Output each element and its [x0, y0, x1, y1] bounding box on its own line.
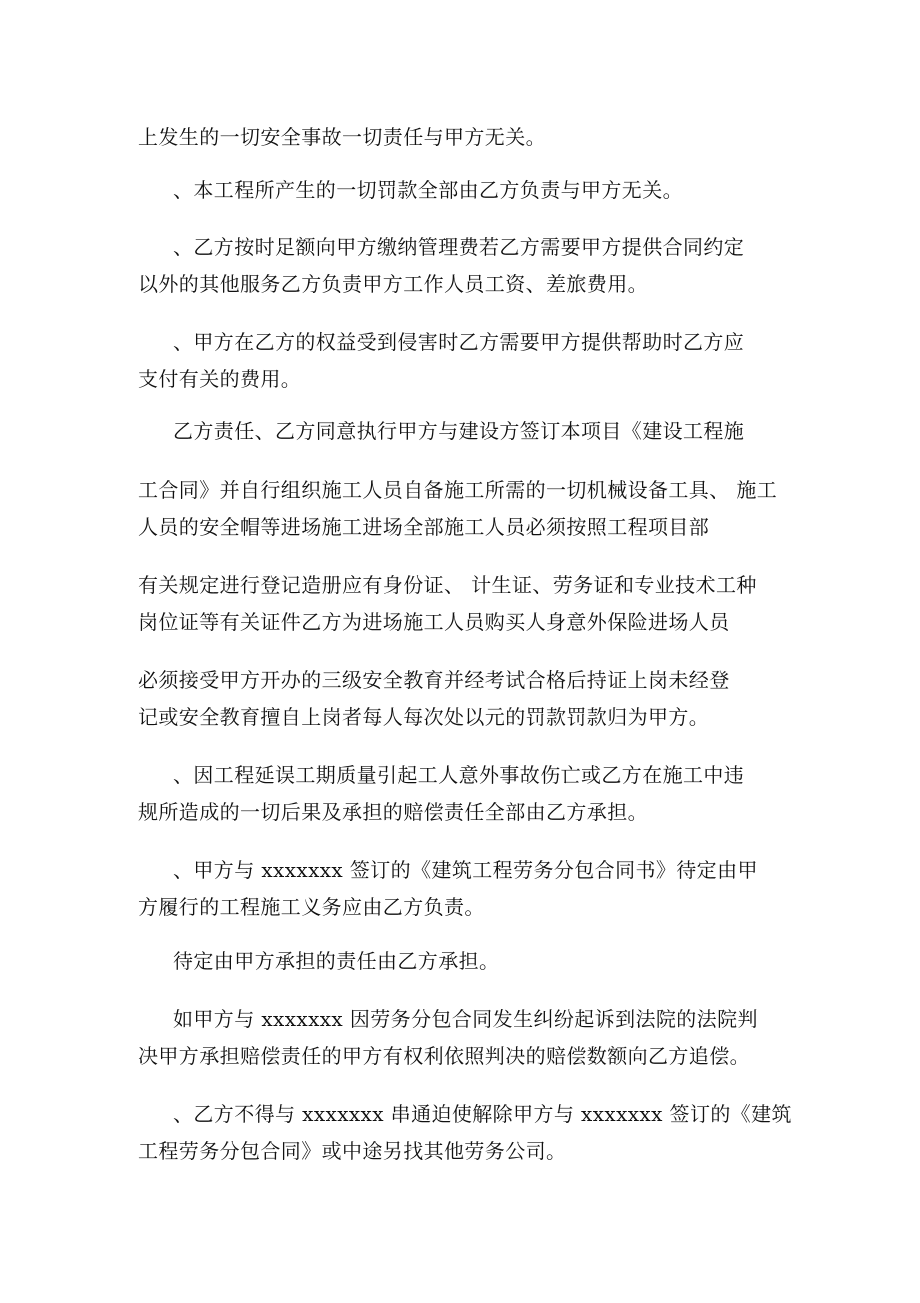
- text-line-13: 记或安全教育擅自上岗者每人每次处以元的罚款罚款归为甲方。: [138, 705, 710, 729]
- text-line-4: 以外的其他服务乙方负责甲方工作人员工资、差旅费用。: [138, 272, 648, 296]
- text-line-1: 上发生的一切安全事故一切责任与甲方无关。: [138, 125, 546, 149]
- text-line-8: 工合同》并自行组织施工人员自备施工所需的一切机械设备工具、 施工: [138, 478, 778, 502]
- text-line-7: 乙方责任、乙方同意执行甲方与建设方签订本项目《建设工程施: [173, 419, 745, 443]
- text-line-19: 如甲方与 xxxxxxx 因劳务分包合同发生纠纷起诉到法院的法院判: [173, 1007, 758, 1031]
- text-line-5: 、甲方在乙方的权益受到侵害时乙方需要甲方提供帮助时乙方应: [173, 330, 745, 354]
- text-line-15: 规所造成的一切后果及承担的赔偿责任全部由乙方承担。: [138, 800, 648, 824]
- text-line-20: 决甲方承担赔偿责任的甲方有权利依照判决的赔偿数额向乙方追偿。: [138, 1044, 750, 1068]
- text-line-12: 必须接受甲方开办的三级安全教育并经考试合格后持证上岗未经登: [138, 668, 730, 692]
- text-line-3: 、乙方按时足额向甲方缴纳管理费若乙方需要甲方提供合同约定: [173, 235, 745, 259]
- text-line-21: 、乙方不得与 xxxxxxx 串通迫使解除甲方与 xxxxxxx 签订的《建筑: [173, 1102, 792, 1126]
- text-line-11: 岗位证等有关证件乙方为进场施工人员购买人身意外保险进场人员: [138, 610, 730, 634]
- text-line-2: 、本工程所产生的一切罚款全部由乙方负责与甲方无关。: [173, 178, 683, 202]
- text-line-22: 工程劳务分包合同》或中途另找其他劳务公司。: [138, 1139, 567, 1163]
- text-line-17: 方履行的工程施工义务应由乙方负责。: [138, 895, 485, 919]
- text-line-18: 待定由甲方承担的责任由乙方承担。: [173, 949, 500, 973]
- text-line-10: 有关规定进行登记造册应有身份证、 计生证、劳务证和专业技术工种: [138, 573, 757, 597]
- text-line-6: 支付有关的费用。: [138, 367, 302, 391]
- text-line-16: 、甲方与 xxxxxxx 签订的《建筑工程劳务分包合同书》待定由甲: [173, 858, 758, 882]
- text-line-9: 人员的安全帽等进场施工进场全部施工人员必须按照工程项目部: [138, 515, 710, 539]
- text-line-14: 、因工程延误工期质量引起工人意外事故伤亡或乙方在施工中违: [173, 763, 745, 787]
